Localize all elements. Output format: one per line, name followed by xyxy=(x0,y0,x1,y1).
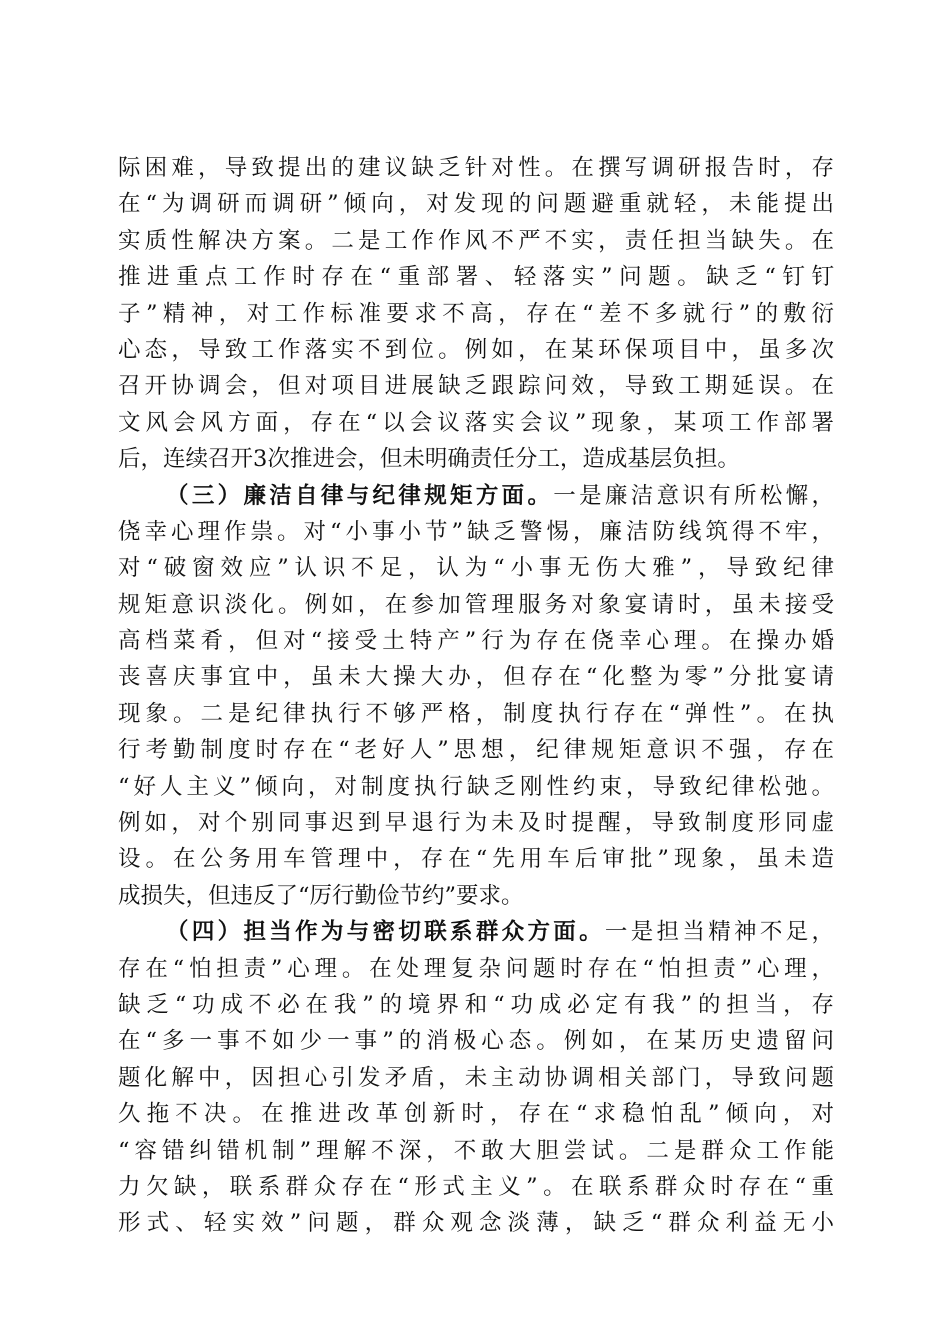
text-line: 形式、轻实效”问题，群众观念淡薄，缺乏“群众利益无小 xyxy=(118,1210,834,1237)
text-line: 后，连续召开3次推进会，但未明确责任分工，造成基层负担。 xyxy=(118,446,740,473)
section-4-paragraph xyxy=(118,914,834,1242)
text-line: 在“为调研而调研”倾向，对发现的问题避重就轻，未能提出 xyxy=(118,191,834,218)
text-line: 丧喜庆事宜中，虽未大操大办，但存在“化整为零”分批宴请 xyxy=(118,664,834,691)
text-line: 规矩意识淡化。例如，在参加管理服务对象宴请时，虽未接受 xyxy=(118,591,834,618)
text-line: “容错纠错机制”理解不深，不敢大胆尝试。二是群众工作能 xyxy=(118,1137,834,1164)
text-line: 成损失，但违反了“厉行勤俭节约”要求。 xyxy=(118,882,524,909)
section-3-first-line xyxy=(118,478,834,514)
section-4-first-line xyxy=(118,914,834,950)
text-line: 力欠缺，联系群众存在“形式主义”。在联系群众时存在“重 xyxy=(118,1173,834,1200)
document-body xyxy=(118,150,834,1242)
text-line: 现象。二是纪律执行不够严格，制度执行存在“弹性”。在执 xyxy=(118,700,834,727)
text-line: 推进重点工作时存在“重部署、轻落实”问题。缺乏“钉钉 xyxy=(118,264,834,291)
text-line: 设。在公务用车管理中，存在“先用车后审批”现象，虽未造 xyxy=(118,846,834,873)
text-line: 实质性解决方案。二是工作作风不严不实，责任担当缺失。在 xyxy=(118,227,834,254)
text-line: 召开协调会，但对项目进展缺乏跟踪问效，导致工期延误。在 xyxy=(118,373,834,400)
text-line: 例如，对个别同事迟到早退行为未及时提醒，导致制度形同虚 xyxy=(118,810,834,837)
paragraph-continuation xyxy=(118,150,834,478)
text-line: 久拖不决。在推进改革创新时，存在“求稳怕乱”倾向，对 xyxy=(118,1101,834,1128)
section-3-paragraph xyxy=(118,478,834,915)
text-line: 文风会风方面，存在“以会议落实会议”现象，某项工作部署 xyxy=(118,409,834,436)
text-line: 高档菜肴，但对“接受土特产”行为存在侥幸心理。在操办婚 xyxy=(118,628,834,655)
text-line: 侥幸心理作祟。对“小事小节”缺乏警惕，廉洁防线筑得不牢， xyxy=(118,518,834,545)
section-4-first-line-text: 一是担当精神不足， xyxy=(604,919,834,946)
text-line: 缺乏“功成不必在我”的境界和“功成必定有我”的担当，存 xyxy=(118,991,834,1018)
text-line: 题化解中，因担心引发矛盾，未主动协调相关部门，导致问题 xyxy=(118,1064,834,1091)
text-line: 行考勤制度时存在“老好人”思想，纪律规矩意识不强，存在 xyxy=(118,737,834,764)
section-3-heading: （三）廉洁自律与纪律规矩方面。 xyxy=(166,482,554,509)
text-line: 对“破窗效应”认识不足，认为“小事无伤大雅”，导致纪律 xyxy=(118,555,834,582)
section-4-heading: （四）担当作为与密切联系群众方面。 xyxy=(166,919,605,946)
text-line: 存在“怕担责”心理。在处理复杂问题时存在“怕担责”心理， xyxy=(118,955,834,982)
text-line: “好人主义”倾向，对制度执行缺乏刚性约束，导致纪律松弛。 xyxy=(118,773,834,800)
text-line: 际困难，导致提出的建议缺乏针对性。在撰写调研报告时，存 xyxy=(118,155,834,181)
text-line: 心态，导致工作落实不到位。例如，在某环保项目中，虽多次 xyxy=(118,336,834,363)
text-line: 子”精神，对工作标准要求不高，存在“差不多就行”的敷衍 xyxy=(118,300,834,327)
text-line: 在“多一事不如少一事”的消极心态。例如，在某历史遗留问 xyxy=(118,1028,834,1055)
section-3-first-line-text: 一是廉洁意识有所松懈， xyxy=(553,482,834,509)
